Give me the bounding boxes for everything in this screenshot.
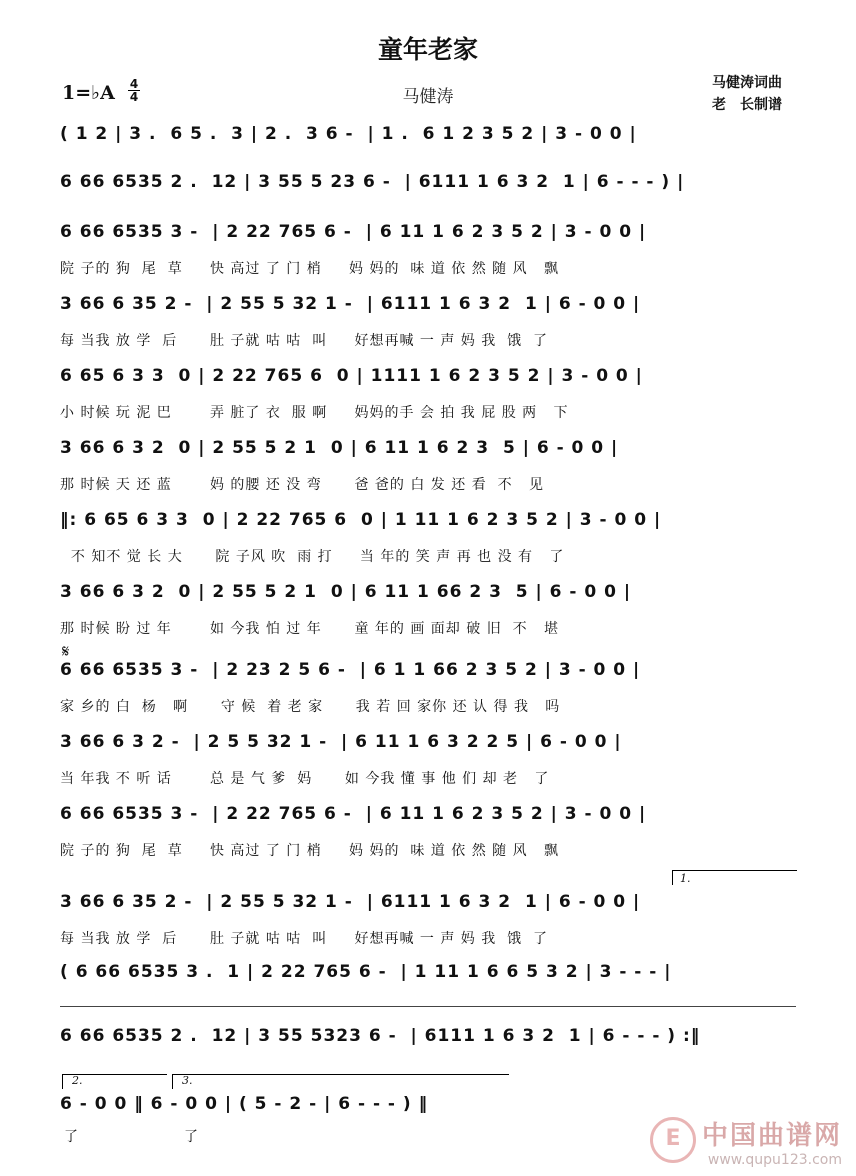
volta-bracket-3: [172, 1074, 509, 1089]
volta-number-1: 1.: [680, 872, 691, 885]
notation-line: 6 66 6535 3 - | 2 22 765 6 - | 6 11 1 6 2 3 5 2 | 3 - 0 0 |: [60, 222, 647, 242]
lyric-line: 当 年我 不 听 话 总 是 气 爹 妈 如 今我 懂 事 他 们 却 老 了: [60, 771, 550, 787]
volta-number-2: 2.: [72, 1074, 83, 1087]
time-signature-top: 4: [129, 77, 139, 91]
notation-line: 3 66 6 3 2 0 | 2 55 5 2 1 0 | 6 11 1 6 2 3 5 | 6 - 0 0 |: [60, 438, 619, 458]
volta-number-3: 3.: [182, 1074, 193, 1087]
notation-line: 6 65 6 3 3 0 | 2 22 765 6 0 | 1111 1 6 2 3 5 2 | 3 - 0 0 |: [60, 366, 643, 386]
notation-line: 6 66 6535 3 - | 2 22 765 6 - | 6 11 1 6 2 3 5 2 | 3 - 0 0 |: [60, 804, 647, 824]
notation-line: 6 66 6535 2 . 12 | 3 55 5 23 6 - | 6111 1 6 3 2 1 | 6 - - - ) |: [60, 172, 685, 192]
notation-line: 6 66 6535 3 - | 2 23 2 5 6 - | 6 1 1 66 2 3 5 2 | 3 - 0 0 |: [60, 660, 641, 680]
lyric-line: 家 乡的 白 杨 啊 守 候 着 老 家 我 若 回 家你 还 认 得 我 吗: [60, 699, 561, 715]
notation-line: 6 66 6535 2 . 12 | 3 55 5323 6 - | 6111 1 6 3 2 1 | 6 - - - ) :‖: [60, 1026, 701, 1046]
ending-notation: 6 - 0 0 ‖ 6 - 0 0 | ( 5 - 2 - | 6 - - - ) ‖: [60, 1094, 429, 1114]
notation-line: 3 66 6 35 2 - | 2 55 5 32 1 - | 6111 1 6 3 2 1 | 6 - 0 0 |: [60, 892, 641, 912]
ending-lyric-2: 了: [64, 1129, 78, 1145]
notation-line: 3 66 6 3 2 0 | 2 55 5 2 1 0 | 6 11 1 66 2 3 5 | 6 - 0 0 |: [60, 582, 632, 602]
notation-line: ( 1 2 | 3 . 6 5 . 3 | 2 . 3 6 - | 1 . 6 1 2 3 5 2 | 3 - 0 0 |: [60, 124, 637, 144]
notation-line: ( 6 66 6535 3 . 1 | 2 22 765 6 - | 1 11 1 6 6 5 3 2 | 3 - - - |: [60, 962, 672, 982]
lyric-line: 每 当我 放 学 后 肚 子就 咕 咕 叫 好想再喊 一 声 妈 我 饿 了: [60, 333, 549, 349]
site-watermark: [665, 1115, 842, 1168]
lyric-line: 那 时候 天 还 蓝 妈 的腰 还 没 弯 爸 爸的 白 发 还 看 不 见: [60, 477, 544, 493]
watermark-url: www.qupu123.com: [707, 1152, 842, 1168]
watermark-title: 中国曲谱网: [701, 1121, 842, 1151]
credit-lyrics-music: 马健涛词曲: [712, 75, 782, 91]
ending-lyric-3: 了: [184, 1129, 198, 1145]
key-signature: 1=♭A: [62, 82, 115, 104]
singer-name: 马健涛: [402, 87, 454, 107]
lyric-line: 那 时候 盼 过 年 如 今我 怕 过 年 童 年的 画 面却 破 旧 不 堪: [60, 621, 559, 637]
lyric-line: 院 子的 狗 尾 草 快 高过 了 门 梢 妈 妈的 味 道 依 然 随 风 飘: [60, 843, 559, 859]
site-logo-icon: E: [650, 1117, 696, 1163]
credit-transcriber: 老 长制谱: [712, 97, 782, 113]
lyric-line: 不 知不 觉 长 大 院 子风 吹 雨 打 当 年的 笑 声 再 也 没 有 了: [60, 549, 565, 565]
segno-sign: 𝄋: [62, 642, 70, 662]
repeat-section-line: [60, 1006, 796, 1007]
lyric-line: 小 时候 玩 泥 巴 弄 脏了 衣 服 啊 妈妈的手 会 拍 我 屁 股 两 下: [60, 405, 569, 421]
time-signature-bottom: 4: [129, 90, 139, 104]
score-title: 童年老家: [377, 35, 478, 64]
notation-line: 3 66 6 35 2 - | 2 55 5 32 1 - | 6111 1 6 3 2 1 | 6 - 0 0 |: [60, 294, 641, 314]
lyric-line: 每 当我 放 学 后 肚 子就 咕 咕 叫 好想再喊 一 声 妈 我 饿 了: [60, 931, 549, 947]
notation-line: 3 66 6 3 2 - | 2 5 5 32 1 - | 6 11 1 6 3 2 2 5 | 6 - 0 0 |: [60, 732, 622, 752]
volta-bracket-1: [672, 870, 797, 885]
notation-line: ‖: 6 65 6 3 3 0 | 2 22 765 6 0 | 1 11 1 6 2 3 5 2 | 3 - 0 0 |: [60, 510, 662, 530]
lyric-line: 院 子的 狗 尾 草 快 高过 了 门 梢 妈 妈的 味 道 依 然 随 风 飘: [60, 261, 559, 277]
